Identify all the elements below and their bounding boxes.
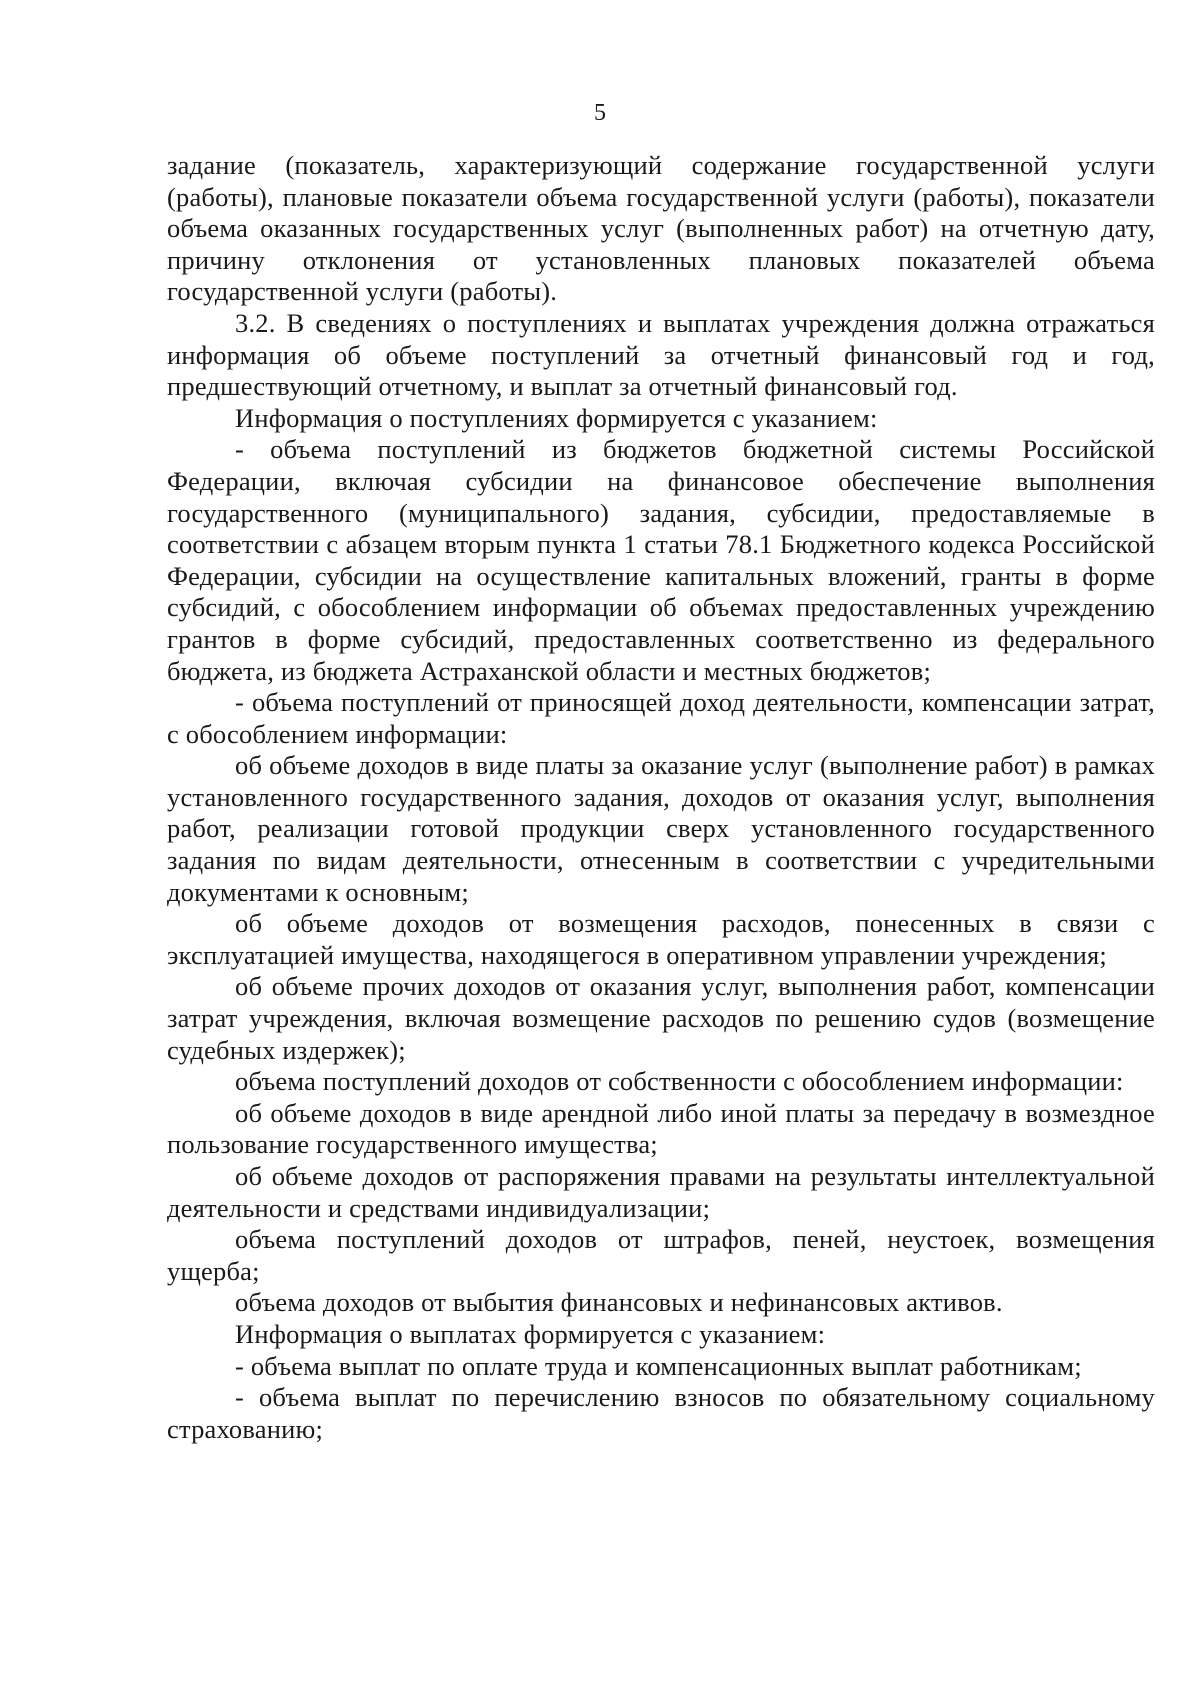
paragraph-rent-income: об объеме доходов в виде арендной либо иной платы за передачу в возмездное пользование государственного имущества;: [167, 1097, 1155, 1160]
paragraph-asset-disposal-income: объема доходов от выбытия финансовых и нефинансовых активов.: [235, 1287, 1003, 1318]
page-number: 5: [594, 100, 606, 126]
paragraph-income-generating-receipts: - объема поступлений от приносящей доход деятельности, компенсации затрат, с обособлением информации:: [167, 687, 1155, 749]
paragraph-payments-info-heading: Информация о выплатах формируется с указанием:: [235, 1318, 826, 1349]
paragraph-penalties-income: объема поступлений доходов от штрафов, пеней, неустоек, возмещения ущерба;: [167, 1224, 1155, 1286]
paragraph-continuation: задание (показатель, характеризующий содержание государственной услуги (работы), плановые показатели объема государственной услуги (работы), показатели объема оказанных государственных услуг (выполненных работ) на отчетную дату, причину отклонения от установленных плановых показателей объема государственной услуги (работы).: [167, 150, 1155, 307]
paragraph-expense-reimbursement: об объеме доходов от возмещения расходов, понесенных в связи с эксплуатацией имущества, находящегося в оперативном управлении учреждения;: [167, 908, 1155, 970]
paragraph-income-info-heading: Информация о поступлениях формируется с указанием:: [235, 402, 878, 433]
paragraph-other-income: об объеме прочих доходов от оказания услуг, выполнения работ, компенсации затрат учреждения, включая возмещение расходов по решению судов (возмещение судебных издержек);: [167, 971, 1155, 1065]
document-body: [167, 150, 1155, 1445]
paragraph-intellectual-property-income: об объеме доходов от распоряжения правами на результаты интеллектуальной деятельности и средствами индивидуализации;: [167, 1161, 1155, 1223]
paragraph-budget-receipts: - объема поступлений из бюджетов бюджетной системы Российской Федерации, включая субсидии на финансовое обеспечение выполнения государственного (муниципального) задания, субсидии, предоставляемые в соответствии с абзацем вторым пункта 1 статьи 78.1 Бюджетного кодекса Российской Федерации, субсидии на осуществление капитальных вложений, гранты в форме субсидий, с обособлением информации об объемах предоставленных учреждению грантов в форме субсидий, предоставленных соответственно из федерального бюджета, из бюджета Астраханской области и местных бюджетов;: [167, 434, 1155, 686]
paragraph-service-fees: об объеме доходов в виде платы за оказание услуг (выполнение работ) в рамках установленного государственного задания, доходов от оказания услуг, выполнения работ, реализации готовой продукции сверх установленного государственного задания по видам деятельности, отнесенным в соответствии с учредительными документами к основным;: [167, 750, 1155, 907]
paragraph-property-income: объема поступлений доходов от собственности с обособлением информации:: [235, 1066, 1124, 1097]
paragraph-section-3-2: 3.2. В сведениях о поступлениях и выплатах учреждения должна отражаться информация об объеме поступлений за отчетный финансовый год и год, предшествующий отчетному, и выплат за отчетный финансовый год.: [167, 307, 1155, 402]
paragraph-social-insurance-payments: - объема выплат по перечислению взносов по обязательному социальному страхованию;: [167, 1382, 1155, 1444]
paragraph-salary-payments: - объема выплат по оплате труда и компенсационных выплат работникам;: [235, 1350, 1082, 1381]
